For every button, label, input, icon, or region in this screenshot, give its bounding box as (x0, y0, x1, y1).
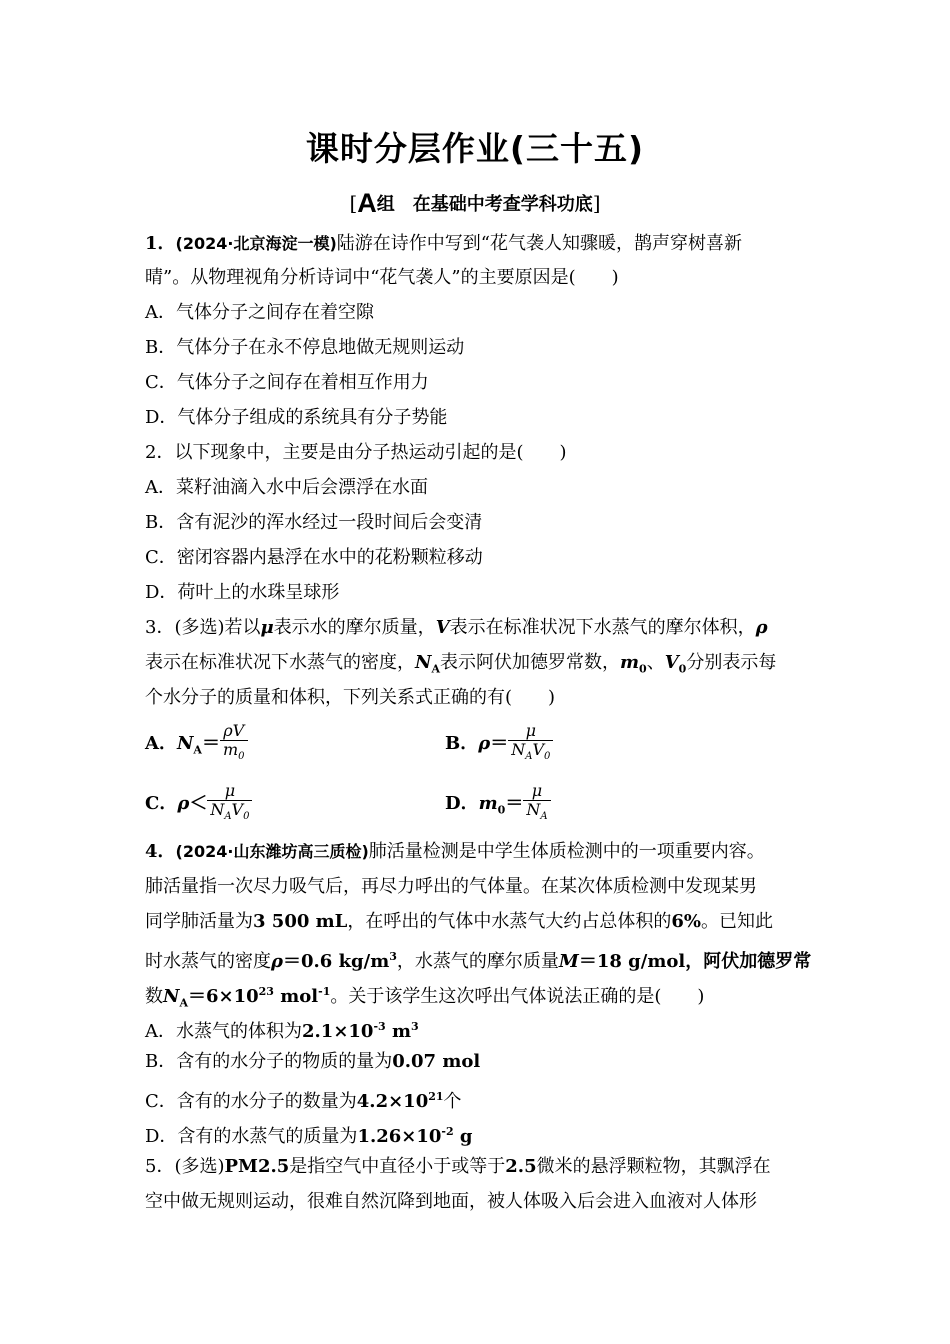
page-title: 课时分层作业(三十五) (305, 129, 645, 168)
q3-line-2: 表示在标准状况下水蒸气的密度，$N_A$表示阿伏加德罗常数，$m_0$、$V_0$分别表示每 (145, 652, 777, 676)
q4-option-a: A．水蒸气的体积为$2.1\times 10^{-3}$ $m^3$ (145, 1020, 419, 1042)
group-letter: A (357, 188, 377, 218)
q3-line-1: 3．(多选)若以μ表示水的摩尔质量，V表示在标准状况下水蒸气的摩尔体积，ρ (145, 617, 768, 638)
q4-line-3: 同学肺活量为3 500 mL，在呼出的气体中水蒸气大约占总体积的6%。已知此 (145, 911, 773, 932)
q4-line-2: 肺活量指一次尽力吸气后，再尽力呼出的气体量。在某次体质检测中发现某男 (145, 876, 757, 897)
q1-line-2: 晴”。从物理视角分析诗词中“花气袭人”的主要原因是( ) (145, 267, 619, 288)
q4-line-5: 数$N_A=6\times 10^{23}$ mol$^{-1}$。关于该学生这次呼出气体说法正确的是( ) (145, 985, 705, 1010)
q3-option-c: C．ρ＜ $\frac{\mu}{N_AV_0}$ (145, 782, 252, 826)
q2-option-d: D．荷叶上的水珠呈球形 (145, 582, 340, 603)
q2-stem: 2．以下现象中，主要是由分子热运动引起的是( ) (145, 442, 567, 463)
q4-line-1: 4．(2024·山东潍坊高三质检)肺活量检测是中学生体质检测中的一项重要内容。 (145, 841, 765, 862)
q5-line-1: 5．(多选)PM2.5是指空气中直径小于或等于2.5微米的悬浮颗粒物，其飘浮在 (145, 1156, 771, 1177)
q5-line-2: 空中做无规则运动，很难自然沉降到地面，被人体吸入后会进入血液对人体形 (145, 1191, 757, 1212)
q3-option-d: D．$m_0=$ $\frac{\mu}{N_A}$ (445, 782, 551, 826)
q3-line-3: 个水分子的质量和体积，下列关系式正确的有( ) (145, 687, 556, 708)
q1-option-a: A．气体分子之间存在着空隙 (145, 302, 374, 323)
section-heading: [A组 在基础中考查学科功底] (349, 188, 601, 218)
q1-line-1: 1．(2024·北京海淀一模)陆游在诗作中写到“花气袭人知骤暖，鹊声穿树喜新 (145, 233, 742, 254)
q2-option-c: C．密闭容器内悬浮在水中的花粉颗粒移动 (145, 547, 483, 568)
q3-option-a: A．$N_A=$ $\frac{\rho V}{m_0}$ (145, 722, 248, 766)
q1-option-d: D．气体分子组成的系统具有分子势能 (145, 407, 448, 428)
q2-option-a: A．菜籽油滴入水中后会漂浮在水面 (145, 477, 428, 498)
section-label: 组 在基础中考查学科功底 (376, 194, 593, 215)
q4-option-d: D．含有的水蒸气的质量为$1.26\times 10^{-2}$ g (145, 1125, 473, 1147)
q1-option-b: B．气体分子在永不停息地做无规则运动 (145, 337, 465, 358)
q3-option-b: B．ρ＝ $\frac{\mu}{N_AV_0}$ (445, 722, 553, 766)
q4-line-4: 时水蒸气的密度ρ＝0.6 $kg/m^3$，水蒸气的摩尔质量M＝18 g/mol，阿伏加德罗常 (145, 950, 812, 972)
q4-option-c: C．含有的水分子的数量为$4.2\times 10^{21}$个 (145, 1090, 462, 1112)
q1-option-c: C．气体分子之间存在着相互作用力 (145, 372, 429, 393)
q4-option-b: B．含有的水分子的物质的量为0.07 mol (145, 1051, 481, 1072)
q2-option-b: B．含有泥沙的浑水经过一段时间后会变清 (145, 512, 483, 533)
